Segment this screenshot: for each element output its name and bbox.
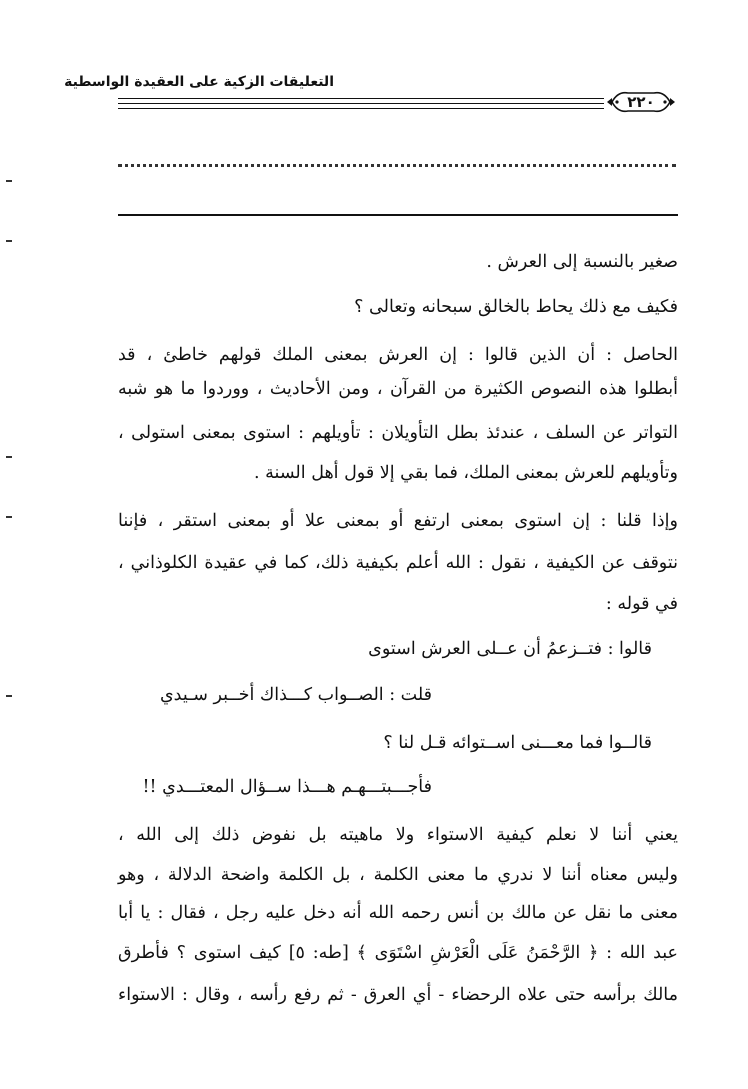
separator-rule xyxy=(118,214,678,216)
text-line: عبد الله : ﴿ الرَّحْمَنُ عَلَى الْعَرْشِ اسْتَوَى ﴾ [طه: ٥] كيف استوى ؟ فأطرق xyxy=(118,943,678,963)
header-rule-middle xyxy=(118,103,604,104)
text-line: يعني أننا لا نعلم كيفية الاستواء ولا ماهيته بل نفوض ذلك إلى الله ، xyxy=(118,825,678,845)
scan-mark xyxy=(6,240,12,242)
text-line: في قوله : xyxy=(605,594,678,614)
text-line: وتأويلهم للعرش بمعنى الملك، فما بقي إلا قول أهل السنة . xyxy=(254,463,678,483)
text-line: نتوقف عن الكيفية ، نقول : الله أعلم بكيفية ذلك، كما في عقيدة الكلوذاني ، xyxy=(118,553,678,573)
text-line: التواتر عن السلف ، عندئذ بطل التأويلان : تأويلهم : استوى بمعنى استولى ، xyxy=(118,423,678,443)
header-rule-bottom xyxy=(118,108,604,109)
text-line: فكيف مع ذلك يحاط بالخالق سبحانه وتعالى ؟ xyxy=(354,297,678,317)
header-rule-top xyxy=(118,98,604,99)
scan-mark xyxy=(6,516,12,518)
scan-mark xyxy=(6,456,12,458)
scan-mark xyxy=(6,180,12,182)
text-line: أبطلوا هذه النصوص الكثيرة من القرآن ، ومن الأحاديث ، ووردوا ما هو شبه xyxy=(118,379,678,399)
text-line: صغير بالنسبة إلى العرش . xyxy=(486,252,678,272)
poem-verse: قلت : الصــواب كـــذاك أخــبر سـيدي xyxy=(159,685,432,705)
text-line: معنى ما نقل عن مالك بن أنس رحمه الله أنه دخل عليه رجل ، فقال : يا أبا xyxy=(118,903,678,923)
poem-verse: قالوا : فتــزعمُ أن عــلى العرش استوى xyxy=(368,639,652,659)
running-header-title: التعليقات الزكية على العقيدة الواسطية xyxy=(64,74,334,90)
poem-verse: فأجـــبتـــهـم هـــذا ســؤال المعتـــدي !! xyxy=(142,777,432,797)
text-line: وليس معناه أننا لا ندري ما معنى الكلمة ، بل الكلمة واضحة الدلالة ، وهو xyxy=(118,865,678,885)
page-number-badge xyxy=(606,87,676,117)
text-line: وإذا قلنا : إن استوى بمعنى ارتفع أو بمعنى علا أو بمعنى استقر ، فإننا xyxy=(118,511,678,531)
scan-mark xyxy=(6,695,12,697)
text-line: الحاصل : أن الذين قالوا : إن العرش بمعنى الملك قولهم خاطئ ، قد xyxy=(118,345,678,365)
dotted-separator xyxy=(118,164,676,167)
poem-verse: قالــوا فما معـــنى اســتوائه قـل لنا ؟ xyxy=(383,733,652,753)
page-number: ٢٢٠ xyxy=(627,93,655,111)
text-line: مالك برأسه حتى علاه الرحضاء - أي العرق - ثم رفع رأسه ، وقال : الاستواء xyxy=(118,985,678,1005)
